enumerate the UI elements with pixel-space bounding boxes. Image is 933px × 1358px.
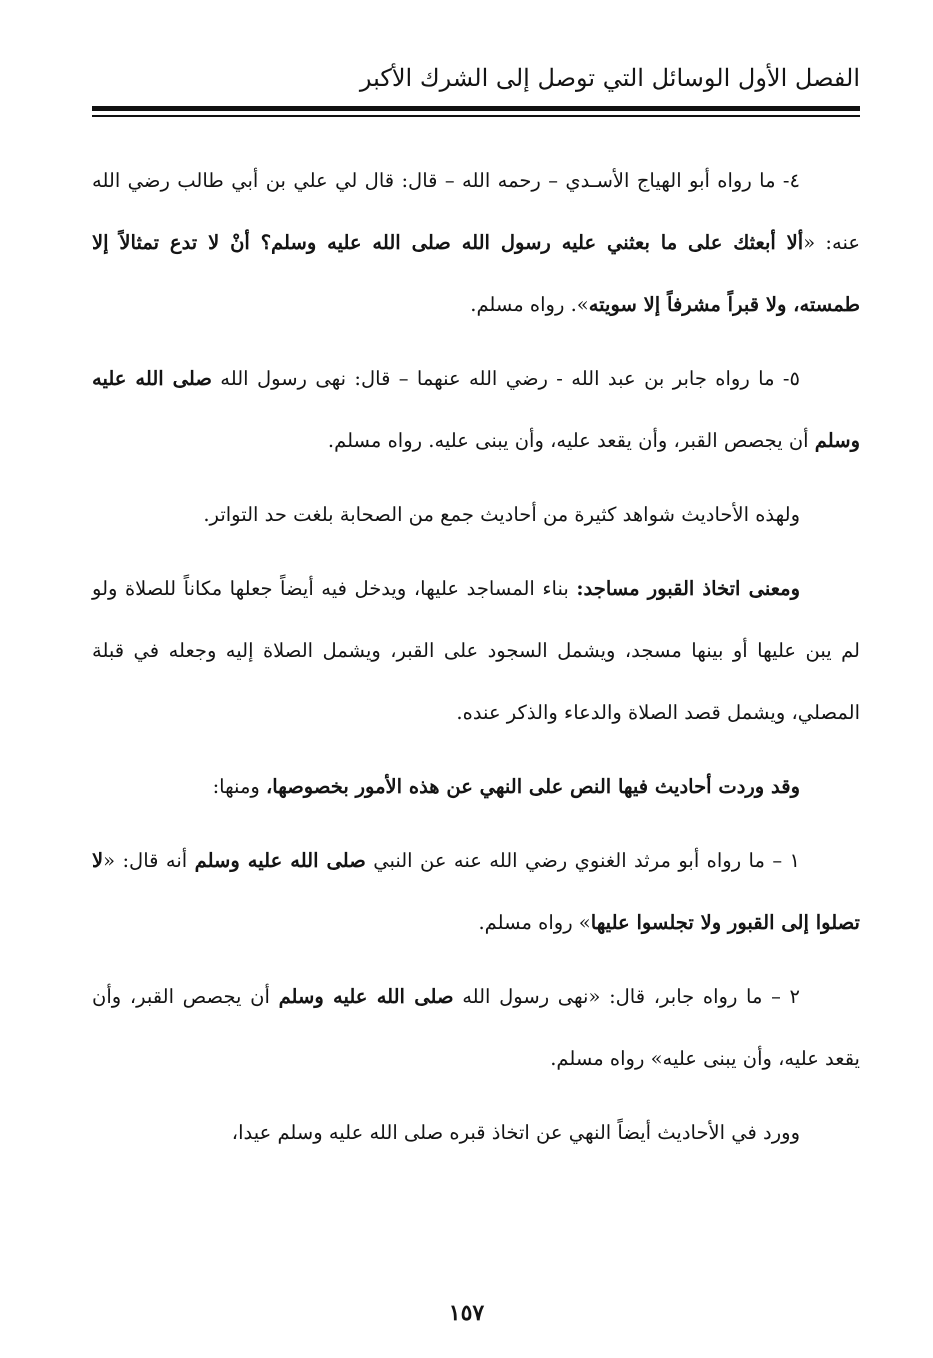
paragraph-intro [92, 756, 860, 818]
paragraph-hadith-1 [92, 830, 860, 954]
hadith-quote-bold: ألا أبعثك على ما بعثني عليه رسول الله صلى الله عليه وسلم؟ أنْ لا تدع تمثالاً إلا طمسته، ولا قبراً مشرفاً إلا سويته [92, 231, 860, 316]
paragraph-text: أن يجصص القبر، وأن يقعد عليه، وأن يبنى عليه» رواه مسلم. [92, 985, 860, 1070]
hadith-quote-bold: لا تصلوا إلى القبور ولا تجلسوا عليها [92, 849, 860, 934]
paragraph-text: ٤- ما رواه أبو الهياج الأسـدي – رحمه الله – قال: قال لي علي بن أبي طالب رضي الله عنه: « [92, 169, 860, 254]
salutation-bold: صلى الله عليه وسلم [194, 849, 366, 872]
intro-bold: وقد وردت أحاديث فيها النص على النهي عن هذه الأمور بخصوصها، [266, 775, 800, 798]
paragraph-text: ولهذه الأحاديث شواهد كثيرة من أحاديث جمع من الصحابة بلغت حد التواتر. [203, 503, 800, 526]
paragraph-text: ». رواه مسلم. [470, 293, 589, 316]
page-number: ١٥٧ [448, 1300, 485, 1326]
chapter-title: الفصل الأول الوسائل التي توصل إلى الشرك الأكبر [359, 64, 860, 92]
paragraph-hadith-4 [92, 150, 860, 336]
body-text [92, 150, 860, 1176]
running-header [92, 62, 860, 112]
paragraph-text: ومنها: [212, 775, 267, 798]
paragraph-meaning [92, 558, 860, 744]
paragraph-text: ٢ – ما رواه جابر، قال: «نهى رسول الله [453, 985, 800, 1008]
paragraph-eid [92, 1102, 860, 1164]
term-heading-bold: ومعنى اتخاذ القبور مساجد: [576, 577, 800, 600]
header-rule-thin [92, 115, 860, 117]
paragraph-text: أنه قال: « [103, 849, 195, 872]
paragraph-text: ١ – ما رواه أبو مرثد الغنوي رضي الله عنه عن النبي [365, 849, 800, 872]
header-rule-thick [92, 106, 860, 111]
paragraph-tawatur [92, 484, 860, 546]
salutation-bold: صلى الله عليه وسلم [92, 367, 860, 452]
paragraph-text: بناء المساجد عليها، ويدخل فيه أيضاً جعلها مكاناً للصلاة ولو لم يبن عليها أو بينها مسجد، ويشمل السجود على القبر، ويشمل الصلاة إليه وجعله في قبلة المصلي، ويشمل قصد الصلاة والدعاء والذكر عنده. [92, 577, 860, 724]
paragraph-text: وورد في الأحاديث أيضاً النهي عن اتخاذ قبره صلى الله عليه وسلم عيدا، [231, 1121, 800, 1144]
paragraph-hadith-5 [92, 348, 860, 472]
paragraph-text: أن يجصص القبر، وأن يقعد عليه، وأن يبنى عليه. رواه مسلم. [327, 429, 815, 452]
paragraph-text: » رواه مسلم. [478, 911, 591, 934]
paragraph-hadith-2 [92, 966, 860, 1090]
paragraph-text: ٥- ما رواه جابر بن عبد الله - رضي الله عنهما – قال: نهى رسول الله [211, 367, 800, 390]
salutation-bold: صلى الله عليه وسلم [278, 985, 454, 1008]
